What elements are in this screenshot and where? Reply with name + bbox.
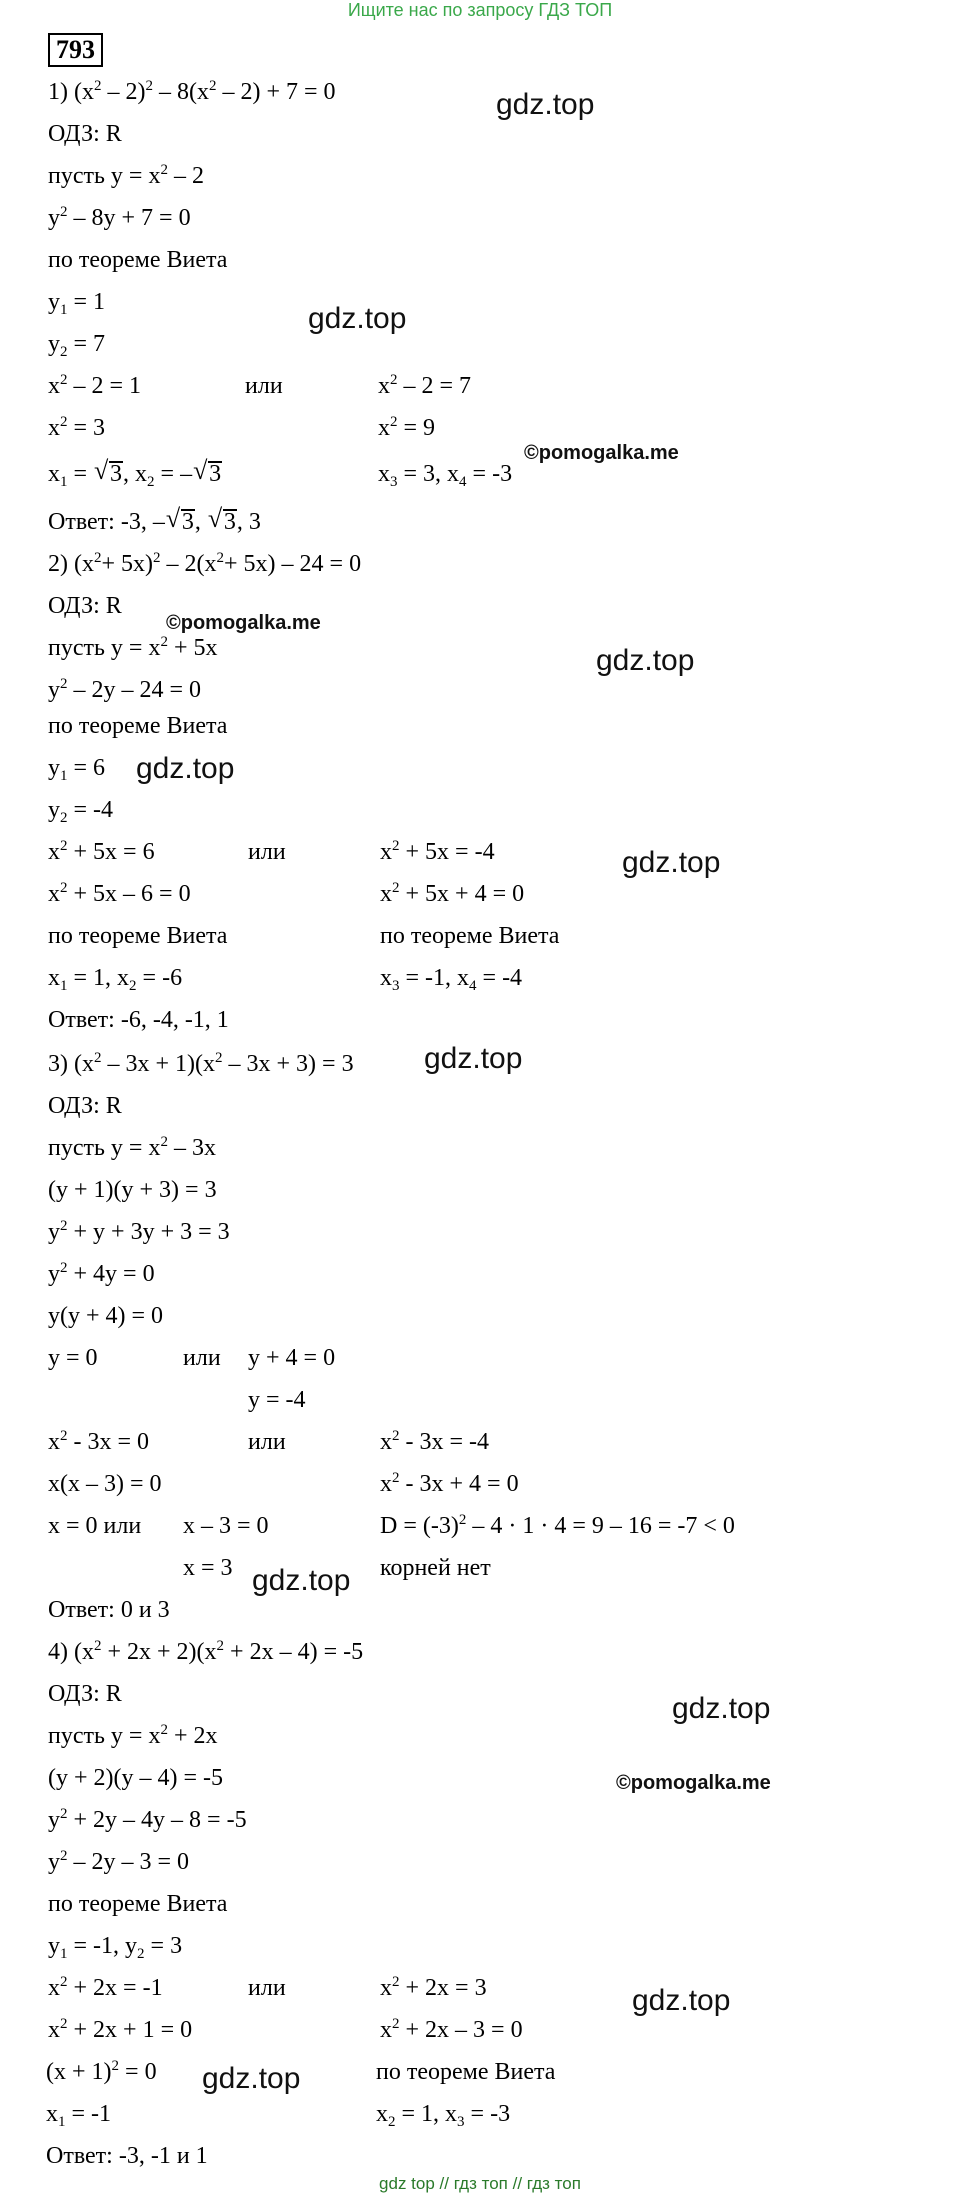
subst-4: пусть $y = x^2 + 2x$ — [48, 1722, 218, 1749]
footer-separator: // — [439, 2174, 449, 2193]
or-label: или — [248, 839, 286, 865]
vieta-2a: по теореме Виета — [48, 923, 228, 949]
watermark-pomogalka: ©pomogalka.me — [524, 442, 679, 464]
footer-link[interactable]: gdz top — [379, 2174, 435, 2193]
watermark-gdz: gdz.top — [622, 846, 721, 879]
y2-2: $y_2 = -4$ — [48, 797, 114, 826]
step4-3: y(y + 4) = 0 — [48, 1303, 164, 1329]
roots-b-4: $x_2 = 1$, $x_3 = -3$ — [376, 2101, 511, 2130]
vieta-4b: по теореме Виета — [376, 2059, 556, 2085]
step1-3: (y + 1)(y + 3) = 3 — [48, 1177, 217, 1203]
watermark-pomogalka: ©pomogalka.me — [616, 1772, 771, 1794]
case1b-1: $x^2 - 2 = 7$ — [378, 372, 472, 399]
case2b-4: $x^2 + 2x - 3 = 0$ — [380, 2016, 523, 2043]
roots-a-2: $x_1 = 1$, $x_2 = -6$ — [48, 965, 183, 994]
vieta-4: по теореме Виета — [48, 1891, 228, 1917]
or-label: или — [248, 1429, 286, 1455]
watermark-gdz: gdz.top — [308, 302, 407, 335]
step3-3: $y^2 + 4y = 0$ — [48, 1260, 155, 1287]
odz-3: ОДЗ: R — [48, 1093, 122, 1119]
roots-b-2: $x_3 = -1$, $x_4 = -4$ — [380, 965, 523, 994]
yb-3: y + 4 = 0 — [248, 1345, 336, 1371]
watermark-gdz: gdz.top — [496, 88, 595, 121]
vieta-1: по теореме Виета — [48, 247, 228, 273]
case2a-4: $x^2 + 2x + 1 = 0$ — [48, 2016, 193, 2043]
y1-2: $y_1 = 6$ — [48, 755, 106, 784]
top-search-link[interactable]: Ищите нас по запросу ГДЗ ТОП — [347, 0, 613, 20]
answer-3: Ответ: 0 и 3 — [48, 1597, 170, 1623]
case2b-2: $x^2 + 5x + 4 = 0$ — [380, 880, 525, 907]
or-label: или — [245, 373, 283, 399]
case1a-3: $x^2 - 3x = 0$ — [48, 1428, 150, 1455]
yc-3: y = -4 — [248, 1387, 306, 1413]
roots-a-1: $x_1$ = √ 3, $x_2$ = –√ 3 — [48, 460, 222, 488]
x3-3: x = 3 — [183, 1555, 233, 1581]
eq2: 2) $(x^2+ 5x)^2 - 2(x^2+ 5x) - 24 = 0$ — [48, 550, 362, 577]
y2-1: $y_2 = 7$ — [48, 331, 106, 360]
roots-a-4: $x_1 = -1$ — [46, 2101, 112, 2130]
or-label: или — [183, 1345, 221, 1371]
odz-1: ОДЗ: R — [48, 121, 122, 147]
case1b-4: $x^2 + 2x = 3$ — [380, 1974, 487, 2001]
case1a-4: $x^2 + 2x = -1$ — [48, 1974, 163, 2001]
case2a-2: $x^2 + 5x - 6 = 0$ — [48, 880, 191, 907]
step1-4: (y + 2)(y – 4) = -5 — [48, 1765, 224, 1791]
case3a-3: x = 0 или — [48, 1513, 142, 1539]
watermark-gdz: gdz.top — [252, 1564, 351, 1597]
odz-2: ОДЗ: R — [48, 593, 122, 619]
vieta-2b: по теореме Виета — [380, 923, 560, 949]
watermark-gdz: gdz.top — [424, 1042, 523, 1075]
case3a2-3: x – 3 = 0 — [183, 1513, 269, 1539]
y0-3: y = 0 — [48, 1345, 98, 1371]
watermark-gdz: gdz.top — [632, 1984, 731, 2017]
subst-3: пусть $y = x^2 - 3x$ — [48, 1134, 216, 1161]
footer-links — [0, 2174, 960, 2194]
case1b-2: $x^2 + 5x = -4$ — [380, 838, 495, 865]
subst-2: пусть $y = x^2 + 5x$ — [48, 634, 218, 661]
answer-2: Ответ: -6, -4, -1, 1 — [48, 1007, 229, 1033]
eq1: 1) $(x^2 - 2)^2 - 8(x^2 - 2) + 7 = 0$ — [48, 78, 336, 105]
problem-number: 793 — [48, 33, 103, 67]
answer-1: Ответ: -3, –√ 3, √ 3, 3 — [48, 508, 261, 536]
eq4: 4) $(x^2 + 2x + 2)(x^2 + 2x - 4) = -5$ — [48, 1638, 364, 1665]
case2b-3: $x^2 - 3x + 4 = 0$ — [380, 1470, 519, 1497]
subst-1: пусть $y = x^2 - 2$ — [48, 162, 204, 189]
case1a-1: $x^2 - 2 = 1$ — [48, 372, 142, 399]
step3-4: $y^2 - 2y - 3 = 0$ — [48, 1848, 190, 1875]
answer-4: Ответ: -3, -1 и 1 — [46, 2143, 208, 2169]
case2a-1: $x^2 = 3$ — [48, 414, 106, 441]
case1a-2: $x^2 + 5x = 6$ — [48, 838, 155, 865]
case3a-4: $(x + 1)^2 = 0$ — [46, 2058, 157, 2085]
step2-3: $y^2 + y + 3y + 3 = 3$ — [48, 1218, 230, 1245]
watermark-gdz: gdz.top — [202, 2062, 301, 2095]
y1-1: $y_1 = 1$ — [48, 289, 106, 318]
quad-2: $y^2 - 2y - 24 = 0$ — [48, 676, 202, 703]
disc-3: $D = (-3)^2 - 4 \cdot 1 \cdot 4 = 9 - 16 = -7 < 0$ — [380, 1512, 735, 1539]
roots-b-1: $x_3 = 3$, $x_4 = -3$ — [378, 461, 513, 490]
odz-4: ОДЗ: R — [48, 1681, 122, 1707]
y-4: $y_1 = -1$, $y_2 = 3$ — [48, 1933, 183, 1962]
watermark-gdz: gdz.top — [672, 1692, 771, 1725]
footer-separator: // — [512, 2174, 523, 2193]
case2b-1: $x^2 = 9$ — [378, 414, 436, 441]
watermark-gdz: gdz.top — [596, 644, 695, 677]
step2-4: $y^2 + 2y - 4y - 8 = -5$ — [48, 1806, 247, 1833]
case2a-3: x(x – 3) = 0 — [48, 1471, 162, 1497]
watermark-gdz: gdz.top — [136, 752, 235, 785]
footer-link[interactable]: гдз топ — [453, 2174, 508, 2193]
or-label: или — [248, 1975, 286, 2001]
quad-1: $y^2 - 8y + 7 = 0$ — [48, 204, 191, 231]
case1b-3: $x^2 - 3x = -4$ — [380, 1428, 490, 1455]
footer-link[interactable]: гдз топ — [526, 2174, 581, 2193]
eq3: 3) $(x^2 - 3x + 1)(x^2 - 3x + 3) = 3$ — [48, 1050, 354, 1077]
vieta-2: по теореме Виета — [48, 713, 228, 739]
watermark-pomogalka: ©pomogalka.me — [166, 612, 321, 634]
noroots-3: корней нет — [380, 1555, 491, 1581]
